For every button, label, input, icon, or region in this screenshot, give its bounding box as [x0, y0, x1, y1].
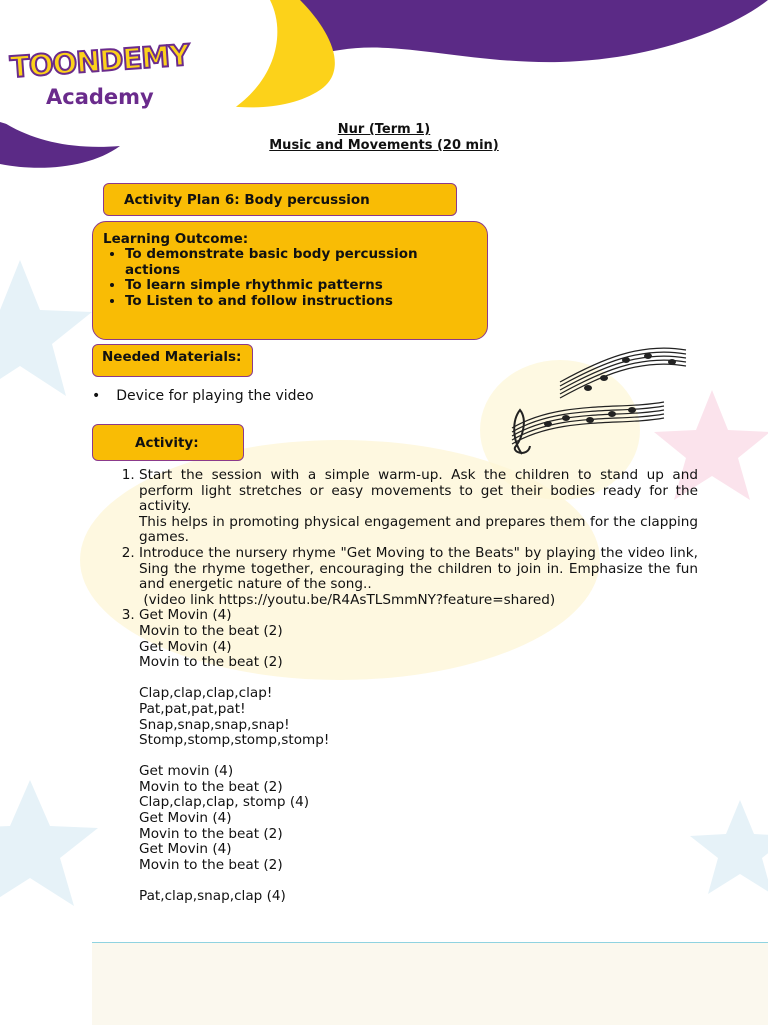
lyric-line: Clap,clap,clap,clap! [139, 685, 273, 702]
activity-plan-title: Activity Plan 6: Body percussion [124, 192, 370, 208]
materials-item: Device for playing the video [116, 388, 314, 404]
lyric-line: Stomp,stomp,stomp,stomp! [139, 732, 330, 749]
lyric-line [139, 749, 698, 765]
learning-outcome-box [92, 221, 488, 340]
term-title: Nur (Term 1) [337, 122, 431, 137]
lyric-line: Snap,snap,snap,snap! [139, 716, 290, 733]
learning-outcome-list [103, 247, 477, 309]
activity-plan-box [103, 183, 457, 216]
lyric-line: Pat,pat,pat,pat! [139, 700, 246, 717]
video-link[interactable]: (video link https://youtu.be/R4AsTLSmmNY?feature=shared) [139, 591, 556, 608]
lyric-line: Clap,clap,clap, stomp (4) [139, 794, 310, 811]
footer-panel [92, 942, 768, 1025]
activity-label-box [92, 424, 244, 461]
star-watermark [0, 260, 92, 396]
step-text: 1. Start the session with a simple warm-up. Ask the children to stand up and perform light stretches or easy movements to get their bodies ready for the activity. [139, 467, 698, 515]
lyric-line: Movin to the beat (2) [139, 778, 283, 795]
subject-title: Music and Movements (20 min) [269, 138, 499, 153]
lyric-line: Get Movin (4) [139, 638, 232, 655]
needed-materials-label: Needed Materials: [102, 349, 242, 365]
materials-list: • Device for playing the video [92, 388, 314, 404]
lyric-line [139, 671, 698, 687]
step-text: This helps in promoting physical engagement and prepares them for the clapping games. [139, 513, 698, 546]
lyric-line: Movin to the beat (2) [139, 856, 283, 873]
learning-outcome-item: • To demonstrate basic body percussion actions [125, 247, 477, 278]
lyric-line: 3. Get Movin (4) [139, 607, 232, 624]
learning-outcome-item: • To Listen to and follow instructions [125, 294, 477, 310]
lyric-line: Movin to the beat (2) [139, 622, 283, 639]
brand-subtitle: Academy [46, 85, 154, 109]
lyric-line: Pat,clap,snap,clap (4) [139, 888, 286, 905]
activity-step [139, 608, 698, 904]
lyric-line: Movin to the beat (2) [139, 825, 283, 842]
learning-outcome-heading: Learning Outcome: [103, 231, 249, 247]
step-text: 2. Introduce the nursery rhyme "Get Moving to the Beats" by playing the video link, Sing the rhyme together, encouraging the children to join in. Emphasize the fun and energetic nature of the song.. [139, 544, 698, 593]
lyric-line: Movin to the beat (2) [139, 654, 283, 671]
activity-label: Activity: [135, 435, 199, 451]
learning-outcome-item: • To learn simple rhythmic patterns [125, 278, 477, 294]
needed-materials-box [92, 344, 253, 377]
star-watermark [690, 800, 768, 894]
lyric-line [139, 873, 698, 889]
lyric-line: Get movin (4) [139, 763, 234, 780]
lyric-line: Get Movin (4) [139, 810, 232, 827]
lyric-line: Get Movin (4) [139, 841, 232, 858]
activity-steps [115, 468, 698, 905]
activity-step [139, 468, 698, 546]
star-watermark [0, 780, 98, 906]
brand-logo: TOONDEMY [9, 37, 191, 85]
activity-step [139, 546, 698, 608]
